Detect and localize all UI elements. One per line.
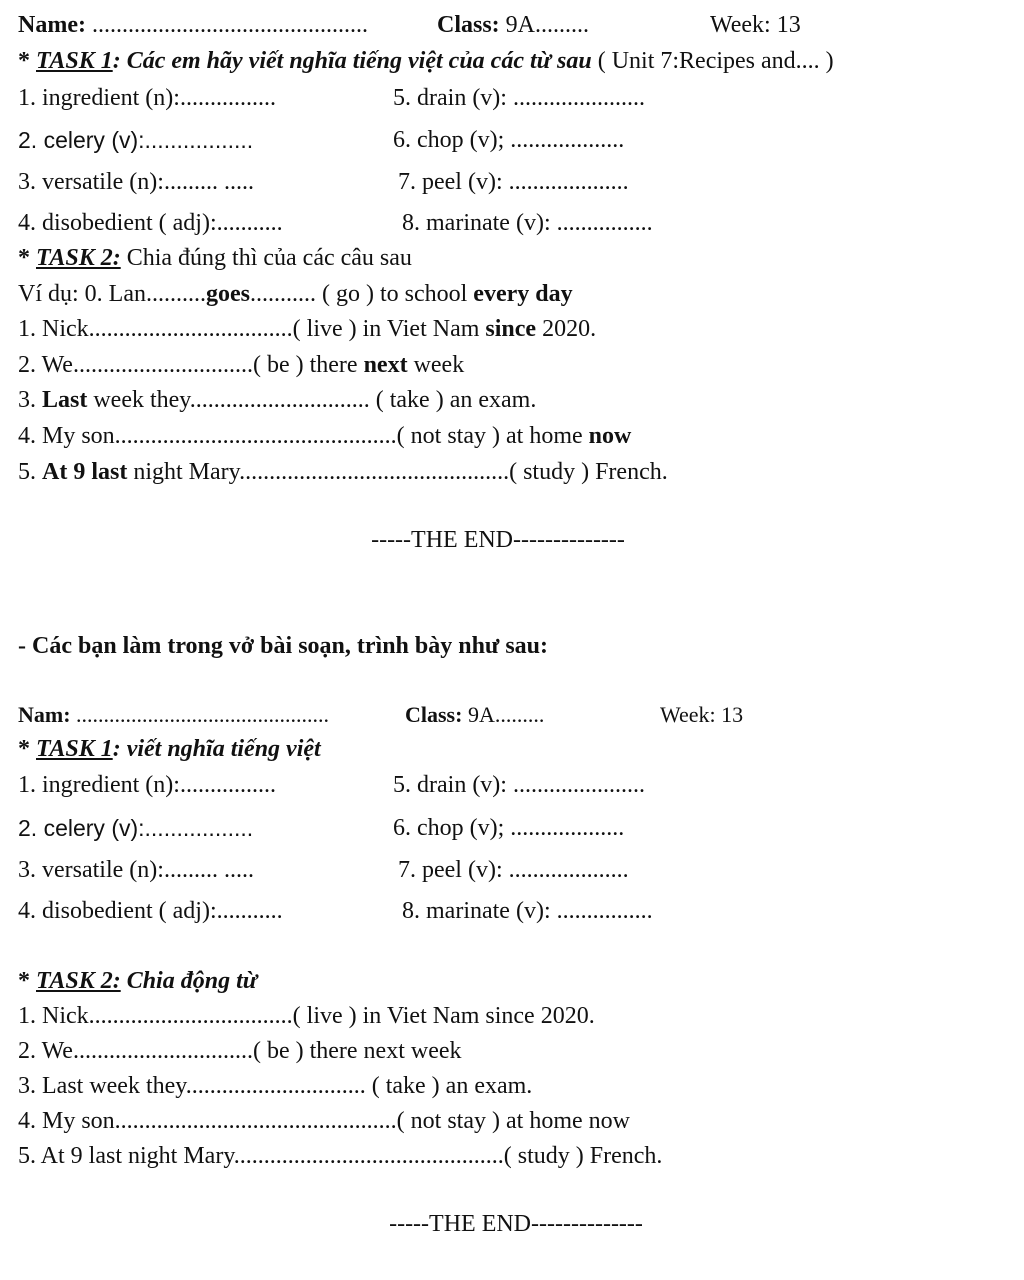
name-dots: ..............................................: [70, 702, 330, 727]
sheet1-week: Week: 13: [710, 12, 801, 38]
vocab-item: 2. celery (v):.................: [18, 127, 254, 153]
name-label: Nam:: [18, 702, 71, 727]
sentence: [18, 385, 536, 415]
sentence: [18, 457, 668, 487]
task1-ref: ( Unit 7:Recipes and.... ): [591, 48, 834, 74]
sheet1-task1-heading: [18, 46, 834, 76]
vocab-item: 7. peel (v): ....................: [398, 169, 629, 195]
vocab-item: 5. drain (v): ......................: [393, 772, 645, 798]
task2-instruction: Chia đúng thì của các câu sau: [120, 245, 412, 271]
vocab-item: 2. celery (v):.................: [18, 815, 254, 841]
vocab-item: 1. ingredient (n):................: [18, 772, 276, 798]
task1-instruction: Các em hãy viết nghĩa tiếng việt của các từ sau: [126, 48, 592, 74]
sentence-keyword: Last: [42, 387, 88, 413]
example-emphasis: every day: [473, 281, 573, 307]
star: *: [18, 48, 36, 74]
star: *: [18, 245, 36, 271]
task1-colon: :: [112, 48, 127, 74]
class-label: Class:: [405, 702, 463, 727]
sentence-part: week they.............................. ( take ) an exam.: [87, 387, 537, 413]
vocab-item: 6. chop (v); ...................: [393, 127, 625, 153]
sentence-keyword: since: [485, 316, 537, 342]
sentence-part: week: [407, 352, 465, 378]
sentence-keyword: next: [363, 352, 408, 378]
sheet2-name-field: [18, 700, 329, 730]
sheet2-task1-heading: [18, 734, 321, 764]
vocab-item: 8. marinate (v): ................: [402, 210, 653, 236]
vocab-item: 1. ingredient (n):................: [18, 85, 276, 111]
sentence: [18, 314, 596, 344]
vocab-item: 6. chop (v); ...................: [393, 815, 625, 841]
task1-instruction: : viết nghĩa tiếng việt: [112, 736, 321, 762]
sentence: 1. Nick..................................( live ) in Viet Nam since 2020.: [18, 1003, 595, 1029]
sheet1-end: -----THE END--------------: [371, 527, 625, 553]
vocab-item: 4. disobedient ( adj):...........: [18, 898, 283, 924]
sentence-keyword: At 9 last: [42, 459, 128, 485]
sentence-part: 4. My son...............................................( not stay ) at home: [18, 423, 589, 449]
sentence: [18, 350, 464, 380]
sentence: 3. Last week they.............................. ( take ) an exam.: [18, 1073, 533, 1099]
class-value: 9A.........: [462, 702, 545, 727]
example-middle: ........... ( go ) to school: [249, 281, 474, 307]
vocab-item: 3. versatile (n):......... .....: [18, 857, 254, 883]
sentence-part: 1. Nick..................................( live ) in Viet Nam: [18, 316, 486, 342]
example-prefix: Ví dụ: 0. Lan..........: [18, 281, 206, 307]
sentence: 4. My son...............................................( not stay ) at home now: [18, 1108, 630, 1134]
star: *: [18, 968, 36, 994]
name-label: Name:: [18, 12, 86, 38]
vocab-item: 5. drain (v): ......................: [393, 85, 645, 111]
sheet1-class-field: [437, 10, 589, 40]
vocab-item: 8. marinate (v): ................: [402, 898, 653, 924]
task1-title: TASK 1: [36, 736, 113, 762]
task2-title: TASK 2:: [36, 245, 121, 271]
sentence: [18, 421, 631, 451]
sheet1-name-field: [18, 10, 368, 40]
sheet2-end: -----THE END--------------: [389, 1211, 643, 1237]
sheet1-task2-heading: [18, 243, 412, 273]
sentence: 5. At 9 last night Mary.............................................( study ) French.: [18, 1143, 663, 1169]
sheet2-week: Week: 13: [660, 702, 744, 727]
sentence-keyword: now: [588, 423, 632, 449]
sentence-part: 3.: [18, 387, 42, 413]
sentence-part: night Mary.............................................( study ) French.: [127, 459, 668, 485]
vocab-item: 4. disobedient ( adj):...........: [18, 210, 283, 236]
sentence: 2. We..............................( be ) there next week: [18, 1038, 462, 1064]
sentence-part: 5.: [18, 459, 42, 485]
task1-title: TASK 1: [36, 48, 113, 74]
task2-title: TASK 2:: [36, 968, 121, 994]
sentence-part: 2020.: [536, 316, 597, 342]
sheet1-example: [18, 279, 573, 309]
instruction-note: - Các bạn làm trong vở bài soạn, trình bày như sau:: [18, 633, 549, 659]
task2-instruction: Chia động từ: [120, 968, 258, 994]
class-value: 9A.........: [499, 12, 590, 38]
example-answer: goes: [205, 281, 250, 307]
class-label: Class:: [437, 12, 500, 38]
sheet2-class-field: [405, 700, 544, 730]
star: *: [18, 736, 36, 762]
name-dots: ..............................................: [85, 12, 368, 38]
vocab-item: 7. peel (v): ....................: [398, 857, 629, 883]
sentence-part: 2. We..............................( be ) there: [18, 352, 364, 378]
vocab-item: 3. versatile (n):......... .....: [18, 169, 254, 195]
sheet2-task2-heading: [18, 966, 257, 996]
